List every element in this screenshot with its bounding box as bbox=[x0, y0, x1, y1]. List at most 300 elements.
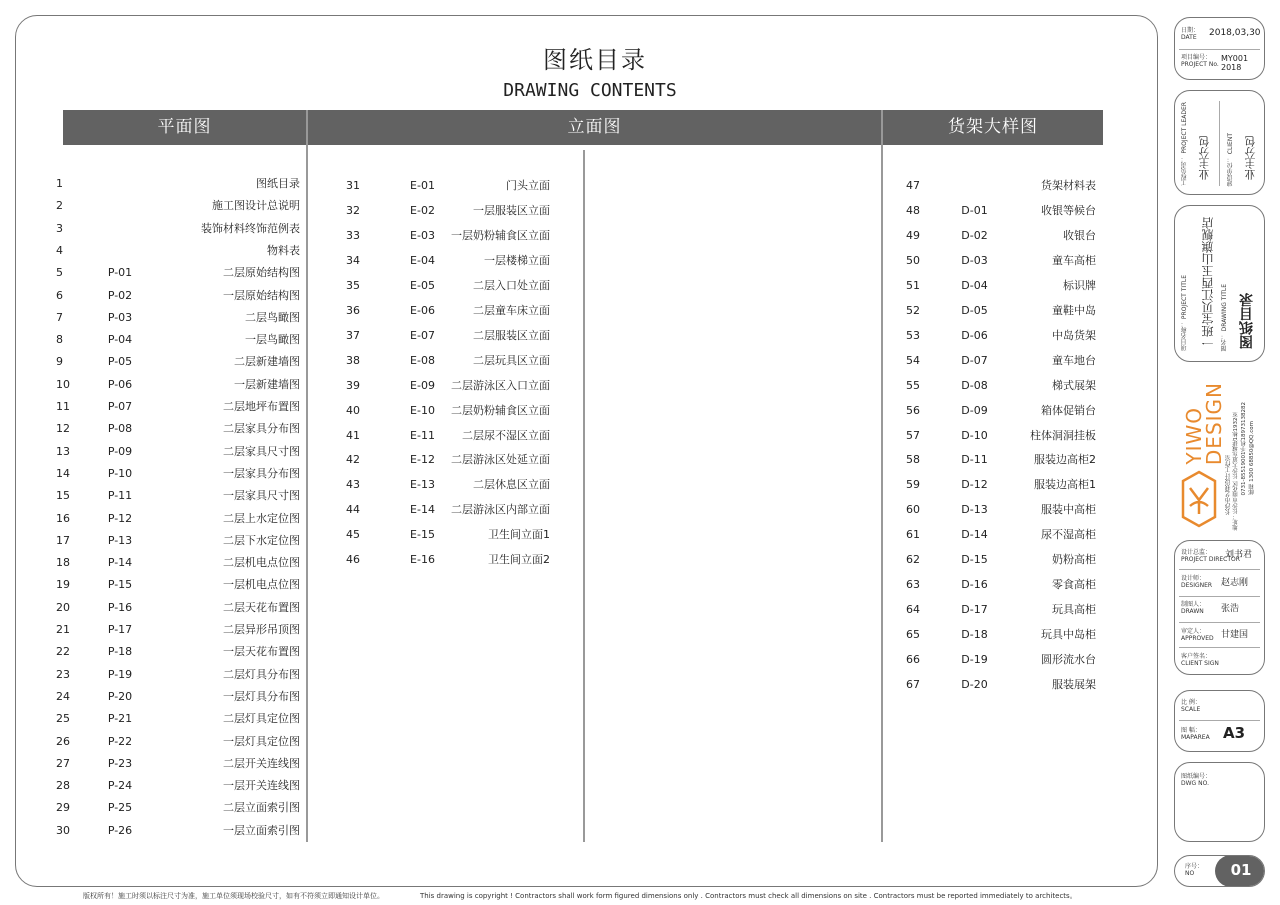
list-item bbox=[340, 351, 550, 371]
drawing-name: 二层鸟瞰图 bbox=[245, 310, 300, 324]
drawing-name: 二层奶粉辅食区立面 bbox=[451, 403, 550, 417]
drawing-num: 19 bbox=[56, 578, 70, 592]
dwg-label-en: DWG NO. bbox=[1181, 780, 1209, 787]
drawing-code: E-15 bbox=[410, 528, 435, 542]
list-item bbox=[900, 600, 1096, 620]
list-item bbox=[50, 219, 300, 239]
drawing-code: E-13 bbox=[410, 478, 435, 492]
drawing-name: 二层尿不湿区立面 bbox=[462, 428, 550, 442]
drawing-code: P-07 bbox=[107, 400, 133, 413]
drawing-name: 收银等候台 bbox=[1041, 203, 1096, 217]
designer-value: 赵志刚 bbox=[1221, 578, 1249, 588]
list-item bbox=[900, 426, 1096, 446]
drawing-code: P-09 bbox=[107, 444, 133, 458]
list-item bbox=[50, 352, 300, 372]
drawing-name: 装饰材料终饰范例表 bbox=[201, 221, 300, 235]
drawing-code: D-14 bbox=[961, 528, 988, 542]
list-item bbox=[50, 553, 300, 573]
list-item bbox=[340, 201, 550, 221]
list-item bbox=[50, 598, 300, 618]
drawing-num: 21 bbox=[56, 623, 70, 636]
list-item bbox=[50, 419, 300, 439]
drawing-name: 卫生间立面2 bbox=[488, 553, 550, 567]
drawing-name: 零食高柜 bbox=[1052, 578, 1096, 592]
drawing-num: 58 bbox=[906, 453, 920, 467]
drawing-num: 6 bbox=[56, 288, 63, 302]
drawing-name: 标识牌 bbox=[1063, 278, 1096, 292]
drawn-value: 张浩 bbox=[1221, 604, 1240, 614]
drawing-num: 24 bbox=[56, 689, 70, 703]
list-item bbox=[340, 475, 550, 495]
drawing-code: P-20 bbox=[107, 689, 133, 703]
drawn-label-cn: 制图人： bbox=[1181, 601, 1206, 608]
section-header-rack: 货架大样图 bbox=[883, 110, 1103, 145]
drawing-code: P-13 bbox=[107, 533, 133, 547]
drawn-label-en: DRAWN bbox=[1181, 608, 1204, 615]
drawing-num: 35 bbox=[346, 278, 360, 292]
list-item bbox=[50, 531, 300, 551]
drawing-num: 47 bbox=[906, 179, 920, 192]
drawing-name: 二层游泳区处延立面 bbox=[451, 453, 550, 467]
leader-value: 业主分包 bbox=[1198, 136, 1211, 180]
drawing-code: P-23 bbox=[107, 756, 133, 770]
drawing-num: 3 bbox=[56, 221, 63, 235]
divider bbox=[1219, 101, 1220, 186]
drawing-num: 30 bbox=[56, 823, 70, 837]
drawing-name: 二层入口处立面 bbox=[473, 278, 550, 292]
drawing-code: P-17 bbox=[107, 623, 133, 636]
drawing-code: E-02 bbox=[410, 203, 435, 217]
drawing-code: P-11 bbox=[107, 489, 133, 503]
drawing-name: 童车地台 bbox=[1052, 353, 1096, 367]
list-item bbox=[50, 196, 300, 216]
date-label-en: DATE bbox=[1181, 34, 1197, 41]
list-item bbox=[340, 401, 550, 421]
drawing-code: D-20 bbox=[961, 678, 988, 691]
drawing-num: 65 bbox=[906, 628, 920, 642]
drawing-title-value: 图纸目录 bbox=[1239, 293, 1255, 349]
drawing-num: 22 bbox=[56, 645, 70, 659]
drawing-code: D-03 bbox=[961, 253, 988, 267]
drawing-code: E-07 bbox=[410, 328, 435, 342]
list-item bbox=[50, 665, 300, 685]
list-item bbox=[900, 625, 1096, 645]
drawing-code: P-25 bbox=[107, 801, 133, 815]
drawing-name: 一层灯具分布图 bbox=[223, 689, 300, 703]
list-item bbox=[340, 426, 550, 446]
list-item bbox=[900, 401, 1096, 421]
client-label: 建设单位： CLIENT bbox=[1227, 132, 1234, 186]
column-divider bbox=[306, 110, 308, 842]
drawing-num: 49 bbox=[906, 228, 920, 242]
drawing-name: 二层休息区立面 bbox=[473, 478, 550, 492]
drawing-code: E-08 bbox=[410, 353, 435, 367]
list-item bbox=[50, 575, 300, 595]
list-item bbox=[50, 798, 300, 818]
drawing-code: D-16 bbox=[961, 578, 988, 592]
drawing-num: 52 bbox=[906, 303, 920, 317]
project-no-value: MY001 2018 bbox=[1221, 54, 1249, 72]
drawing-code: D-08 bbox=[961, 378, 988, 392]
drawing-num: 18 bbox=[56, 556, 70, 570]
list-item bbox=[50, 241, 300, 261]
drawing-name: 一层原始结构图 bbox=[223, 288, 300, 302]
drawing-num: 62 bbox=[906, 553, 920, 567]
drawing-code: P-18 bbox=[107, 645, 133, 659]
company-logo bbox=[1174, 370, 1265, 535]
drawing-name: 二层服装区立面 bbox=[473, 328, 550, 342]
drawing-code: P-22 bbox=[107, 734, 133, 748]
list-item bbox=[900, 475, 1096, 495]
drawing-code: D-12 bbox=[961, 478, 988, 492]
drawing-name: 二层原始结构图 bbox=[223, 266, 300, 280]
title-block-sequence bbox=[1174, 855, 1265, 887]
drawing-num: 44 bbox=[346, 503, 360, 517]
drawing-name: 二层家具分布图 bbox=[223, 422, 300, 436]
drawing-num: 51 bbox=[906, 278, 920, 292]
drawing-code: D-02 bbox=[961, 228, 988, 242]
drawing-name: 中岛货架 bbox=[1052, 328, 1096, 342]
drawing-name: 一层新建墙图 bbox=[234, 377, 300, 391]
title-block-leader-client bbox=[1174, 90, 1265, 195]
drawing-code: E-12 bbox=[410, 453, 435, 467]
list-item bbox=[50, 263, 300, 283]
drawing-name: 货架材料表 bbox=[1041, 179, 1096, 192]
drawing-code: P-15 bbox=[107, 578, 133, 592]
drawing-num: 26 bbox=[56, 734, 70, 748]
drawing-code: E-10 bbox=[410, 403, 435, 417]
drawing-code: D-01 bbox=[961, 203, 988, 217]
drawing-name: 二层灯具分布图 bbox=[223, 667, 300, 681]
drawing-num: 45 bbox=[346, 528, 360, 542]
drawing-num: 11 bbox=[56, 400, 70, 413]
drawing-code: P-19 bbox=[107, 667, 133, 681]
drawing-code: D-10 bbox=[961, 428, 988, 442]
column-divider bbox=[583, 150, 585, 842]
company-address: 地址：长沙市雨花区 长沙大道东城建1栋1932室 bbox=[1233, 411, 1239, 530]
drawing-name: 一层立面索引图 bbox=[223, 823, 300, 837]
drawing-name: 一层服装区立面 bbox=[473, 203, 550, 217]
drawing-code: P-01 bbox=[107, 266, 133, 280]
section-header-elevation: 立面图 bbox=[308, 110, 881, 145]
drawing-num: 20 bbox=[56, 600, 70, 614]
drawing-code: D-04 bbox=[961, 278, 988, 292]
list-item bbox=[900, 226, 1096, 246]
drawing-num: 53 bbox=[906, 328, 920, 342]
drawing-code: P-10 bbox=[107, 466, 133, 480]
list-item bbox=[900, 351, 1096, 371]
list-item bbox=[900, 201, 1096, 221]
drawing-num: 15 bbox=[56, 489, 70, 503]
approved-value: 甘建国 bbox=[1221, 630, 1249, 640]
drawing-name: 一层天花布置图 bbox=[223, 645, 300, 659]
company-name: 长沙市艺我设计工作室 bbox=[1225, 455, 1232, 515]
drawing-name: 二层玩具区立面 bbox=[473, 353, 550, 367]
drawing-name: 箱体促销台 bbox=[1041, 403, 1096, 417]
drawing-name: 二层灯具定位图 bbox=[223, 712, 300, 726]
drawing-num: 23 bbox=[56, 667, 70, 681]
drawing-num: 63 bbox=[906, 578, 920, 592]
list-item bbox=[50, 642, 300, 662]
list-item bbox=[340, 251, 550, 271]
list-item bbox=[50, 732, 300, 752]
drawing-num: 60 bbox=[906, 503, 920, 517]
drawing-code: E-04 bbox=[410, 253, 435, 267]
project-title-value: 一班宝贝江西玉山旗舰店 bbox=[1201, 217, 1215, 349]
drawing-name: 物料表 bbox=[267, 243, 300, 257]
drawing-name: 一层灯具定位图 bbox=[223, 734, 300, 748]
drawing-num: 37 bbox=[346, 328, 360, 342]
list-item bbox=[50, 687, 300, 707]
date-label-cn: 日期： bbox=[1181, 27, 1200, 34]
drawing-code: E-03 bbox=[410, 228, 435, 242]
drawing-code: E-14 bbox=[410, 503, 435, 517]
list-item bbox=[900, 450, 1096, 470]
drawing-name: 一层机电点位图 bbox=[223, 578, 300, 592]
drawing-num: 9 bbox=[56, 355, 63, 369]
list-item bbox=[900, 276, 1096, 296]
title-block-scale bbox=[1174, 690, 1265, 752]
list-item bbox=[340, 326, 550, 346]
drawing-code: P-21 bbox=[107, 712, 133, 726]
list-item bbox=[50, 330, 300, 350]
list-item bbox=[50, 397, 300, 417]
drawing-name: 服装中高柜 bbox=[1041, 503, 1096, 517]
drawing-code: E-05 bbox=[410, 278, 435, 292]
drawing-code: E-09 bbox=[410, 378, 435, 392]
company-phone: 0731-85519001手机18973138282 bbox=[1241, 401, 1247, 495]
drawing-name: 二层机电点位图 bbox=[223, 556, 300, 570]
drawing-code: D-15 bbox=[961, 553, 988, 567]
drawing-code: P-14 bbox=[107, 556, 133, 570]
drawing-code: P-06 bbox=[107, 377, 133, 391]
list-item bbox=[50, 464, 300, 484]
list-item bbox=[340, 226, 550, 246]
divider bbox=[1179, 622, 1260, 623]
drawing-num: 27 bbox=[56, 756, 70, 770]
brand-line2: DESIGN bbox=[1202, 381, 1226, 465]
sequence-number: 01 bbox=[1215, 855, 1265, 887]
drawing-code: D-18 bbox=[961, 628, 988, 642]
divider bbox=[1179, 49, 1260, 50]
drawing-num: 41 bbox=[346, 428, 360, 442]
drawing-num: 54 bbox=[906, 353, 920, 367]
leader-label: 工程负责： PROJECT LEADER bbox=[1181, 102, 1188, 186]
drawing-name: 图纸目录 bbox=[256, 177, 300, 190]
list-item bbox=[340, 376, 550, 396]
drawing-name: 二层天花布置图 bbox=[223, 600, 300, 614]
drawing-num: 42 bbox=[346, 453, 360, 467]
designer-label-en: DESIGNER bbox=[1181, 582, 1213, 589]
drawing-name: 二层新建墙图 bbox=[234, 355, 300, 369]
drawing-name: 一层开关连线图 bbox=[223, 779, 300, 793]
drawing-name: 一层奶粉辅食区立面 bbox=[451, 228, 550, 242]
drawing-code: P-04 bbox=[107, 333, 133, 347]
drawing-name: 二层童车床立面 bbox=[473, 303, 550, 317]
title-block-personnel bbox=[1174, 540, 1265, 675]
drawing-code: P-24 bbox=[107, 779, 133, 793]
drawing-num: 1 bbox=[56, 177, 63, 190]
divider bbox=[1179, 647, 1260, 648]
drawing-title-label: 图名： DRAWING TITLE bbox=[1221, 283, 1228, 351]
drawing-code: P-26 bbox=[107, 823, 133, 837]
page-subtitle: DRAWING CONTENTS bbox=[503, 80, 677, 101]
list-item bbox=[50, 509, 300, 529]
footer-copyright-cn: 版权所有！施工时须以标注尺寸为准，施工单位须现场校验尺寸，如有不符须立即通知设计单位。 bbox=[83, 892, 384, 900]
list-item bbox=[50, 286, 300, 306]
list-item bbox=[50, 776, 300, 796]
seq-label-en: NO bbox=[1185, 870, 1195, 877]
drawing-code: E-01 bbox=[410, 179, 435, 192]
project-no-label-cn: 项目编号： bbox=[1181, 54, 1212, 61]
drawing-num: 2 bbox=[56, 199, 63, 213]
drawing-num: 8 bbox=[56, 333, 63, 347]
drawing-name: 二层下水定位图 bbox=[223, 533, 300, 547]
list-item bbox=[50, 174, 300, 194]
list-item bbox=[900, 176, 1096, 196]
drawing-num: 57 bbox=[906, 428, 920, 442]
drawing-name: 一层家具分布图 bbox=[223, 466, 300, 480]
list-item bbox=[900, 301, 1096, 321]
drawing-num: 13 bbox=[56, 444, 70, 458]
drawing-name: 二层开关连线图 bbox=[223, 756, 300, 770]
drawing-num: 67 bbox=[906, 678, 920, 691]
list-item bbox=[900, 650, 1096, 670]
director-label-cn: 设计总监： bbox=[1181, 549, 1212, 556]
drawing-name: 奶粉高柜 bbox=[1052, 553, 1096, 567]
drawing-num: 7 bbox=[56, 310, 63, 324]
drawing-num: 39 bbox=[346, 378, 360, 392]
list-item bbox=[900, 575, 1096, 595]
approved-label-cn: 审定人： bbox=[1181, 628, 1206, 635]
drawing-code: P-02 bbox=[107, 288, 133, 302]
list-item bbox=[50, 620, 300, 640]
drawing-code: E-11 bbox=[410, 428, 435, 442]
drawing-num: 34 bbox=[346, 253, 360, 267]
list-item bbox=[340, 500, 550, 520]
drawing-name: 收银台 bbox=[1063, 228, 1096, 242]
drawing-name: 二层游泳区入口立面 bbox=[451, 378, 550, 392]
drawing-name: 二层游泳区内部立面 bbox=[451, 503, 550, 517]
seq-label-cn: 序号： bbox=[1185, 863, 1204, 870]
drawing-code: P-03 bbox=[107, 310, 133, 324]
drawing-code: D-17 bbox=[961, 603, 988, 617]
project-no-label-en: PROJECT No. bbox=[1181, 61, 1219, 68]
drawing-name: 二层上水定位图 bbox=[223, 511, 300, 525]
drawing-num: 61 bbox=[906, 528, 920, 542]
divider bbox=[1179, 569, 1260, 570]
drawing-name: 服装展架 bbox=[1052, 678, 1096, 691]
drawing-num: 46 bbox=[346, 553, 360, 567]
drawing-name: 一层家具尺寸图 bbox=[223, 489, 300, 503]
drawing-num: 16 bbox=[56, 511, 70, 525]
drawing-code: P-12 bbox=[107, 511, 133, 525]
drawing-num: 14 bbox=[56, 466, 70, 480]
footer-copyright-en: This drawing is copyright ! Contractors shall work form figured dimensions only . Contractors must check all dimensions on site . Contractors must be reported immediately to architects。 bbox=[420, 892, 1077, 900]
drawing-num: 33 bbox=[346, 228, 360, 242]
divider bbox=[1179, 720, 1260, 721]
list-item bbox=[50, 308, 300, 328]
company-email: 邮箱 1300 68850@QQ.com bbox=[1249, 421, 1255, 495]
drawing-code: D-05 bbox=[961, 303, 988, 317]
drawing-num: 28 bbox=[56, 779, 70, 793]
drawing-num: 4 bbox=[56, 243, 63, 257]
paper-size-value: A3 bbox=[1223, 724, 1246, 742]
director-value: 刘书君 bbox=[1225, 550, 1253, 560]
drawing-num: 17 bbox=[56, 533, 70, 547]
drawing-name: 玩具中岛柜 bbox=[1041, 628, 1096, 642]
drawing-code: D-07 bbox=[961, 353, 988, 367]
scale-label-cn: 比 例： bbox=[1181, 699, 1201, 706]
drawing-code: D-11 bbox=[961, 453, 988, 467]
drawing-num: 36 bbox=[346, 303, 360, 317]
paper-label-cn: 图 幅： bbox=[1181, 727, 1201, 734]
drawing-num: 43 bbox=[346, 478, 360, 492]
drawing-num: 56 bbox=[906, 403, 920, 417]
project-title-label: 项目名称： PROJECT TITLE bbox=[1181, 275, 1188, 351]
approved-label-en: APPROVED bbox=[1181, 635, 1214, 642]
drawing-name: 二层异形吊顶图 bbox=[223, 623, 300, 636]
drawing-name: 玩具高柜 bbox=[1052, 603, 1096, 617]
drawing-code: D-13 bbox=[961, 503, 988, 517]
drawing-code: D-19 bbox=[961, 653, 988, 667]
list-item bbox=[900, 525, 1096, 545]
drawing-num: 31 bbox=[346, 179, 360, 192]
drawing-num: 55 bbox=[906, 378, 920, 392]
drawing-name: 二层家具尺寸图 bbox=[223, 444, 300, 458]
drawing-num: 38 bbox=[346, 353, 360, 367]
drawing-name: 卫生间立面1 bbox=[488, 528, 550, 542]
drawing-name: 尿不湿高柜 bbox=[1041, 528, 1096, 542]
list-item bbox=[50, 442, 300, 462]
drawing-name: 圆形流水台 bbox=[1041, 653, 1096, 667]
divider bbox=[1179, 596, 1260, 597]
drawing-num: 59 bbox=[906, 478, 920, 492]
list-item bbox=[900, 500, 1096, 520]
list-item bbox=[50, 375, 300, 395]
drawing-name: 二层地坪布置图 bbox=[223, 400, 300, 413]
drawing-name: 梯式展架 bbox=[1052, 378, 1096, 392]
list-item bbox=[900, 376, 1096, 396]
drawing-name: 门头立面 bbox=[506, 179, 550, 192]
dwg-label-cn: 图纸编号： bbox=[1181, 773, 1212, 780]
drawing-num: 29 bbox=[56, 801, 70, 815]
client-sign-label-cn: 客户签名： bbox=[1181, 653, 1212, 660]
drawing-code: D-06 bbox=[961, 328, 988, 342]
title-block-dwg-no bbox=[1174, 762, 1265, 842]
drawing-name: 一层楼梯立面 bbox=[484, 253, 550, 267]
list-item bbox=[340, 276, 550, 296]
yiwo-logo-icon bbox=[1180, 470, 1218, 528]
drawing-num: 48 bbox=[906, 203, 920, 217]
drawing-name: 服装边高柜2 bbox=[1034, 453, 1096, 467]
drawing-num: 32 bbox=[346, 203, 360, 217]
drawing-code: E-16 bbox=[410, 553, 435, 567]
list-item bbox=[50, 709, 300, 729]
client-sign-label-en: CLIENT SIGN bbox=[1181, 660, 1219, 667]
list-item bbox=[340, 525, 550, 545]
list-item bbox=[340, 450, 550, 470]
drawing-num: 25 bbox=[56, 712, 70, 726]
section-header-plan: 平面图 bbox=[63, 110, 306, 145]
page-title: 图纸目录 bbox=[543, 46, 647, 74]
date-value: 2018,03,30 bbox=[1209, 28, 1261, 38]
brand-line1: YIWO bbox=[1182, 407, 1206, 465]
drawing-code: E-06 bbox=[410, 303, 435, 317]
scale-label-en: SCALE bbox=[1181, 706, 1201, 713]
drawing-name: 二层立面索引图 bbox=[223, 801, 300, 815]
list-item bbox=[50, 486, 300, 506]
